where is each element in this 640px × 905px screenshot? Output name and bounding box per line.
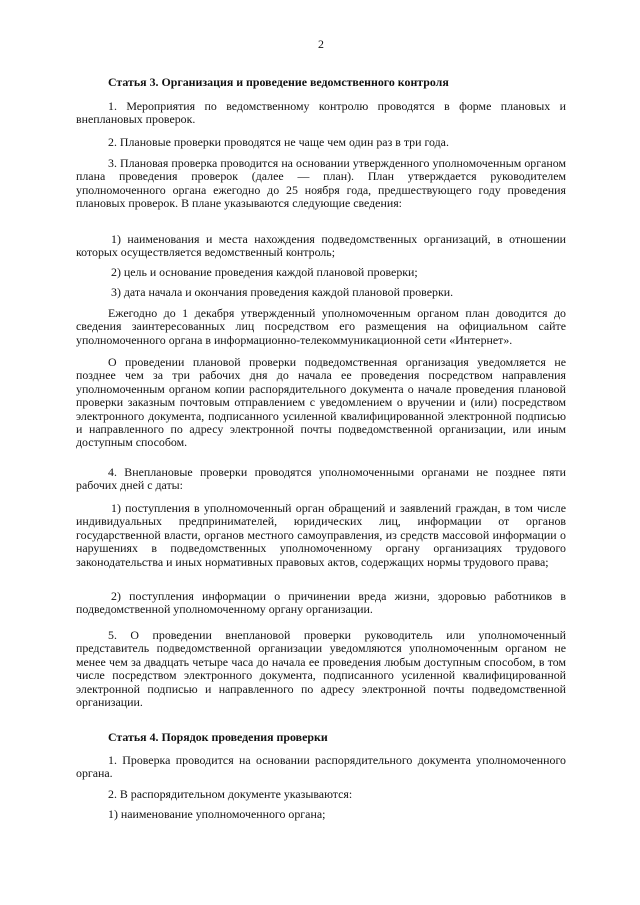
article-3-paragraph-5: 5. О проведении внеплановой проверки руководитель или уполномоченный представитель подведомственной организации уведомляются уполномоченным органом не менее чем за двадцать четыре часа до начала ее проведения любым доступным способом, в том числе посредством электронного документа, подписанного усиленной квалифицированной электронной подписью и направленного по адресу электронной почты подведомственной организации. [76,628,566,710]
article-3-paragraph-4: 4. Внеплановые проверки проводятся уполномоченными органами не позднее пяти рабочих дней с даты: [76,465,566,493]
unscheduled-item-2: 2) поступления информации о причинении вреда жизни, здоровью работников в подведомственной уполномоченному органу организации. [76,589,566,617]
article-4-paragraph-2: 2. В распорядительном документе указываются: [108,787,353,801]
article-4-paragraph-1: 1. Проверка проводится на основании распорядительного документа уполномоченного органа. [76,753,566,781]
article-3-paragraph-2: 2. Плановые проверки проводятся не чаще чем один раз в три года. [108,135,449,149]
plan-item-3: 3) дата начала и окончания проведения каждой плановой проверки. [111,285,454,299]
article-3-paragraph-1: 1. Мероприятия по ведомственному контролю проводятся в форме плановых и внеплановых проверок. [76,99,566,127]
article-3-heading: Статья 3. Организация и проведение ведомственного контроля [108,75,449,89]
plan-item-2: 2) цель и основание проведения каждой плановой проверки; [111,265,418,279]
article-4-heading: Статья 4. Порядок проведения проверки [108,730,328,744]
plan-item-1: 1) наименования и места нахождения подведомственных организаций, в отношении которых осуществляется ведомственный контроль; [76,232,566,260]
planned-inspection-notice-paragraph: О проведении плановой проверки подведомственная организация уведомляется не позднее чем за три рабочих дня до начала ее проведения посредством направления уполномоченным органом копии распорядительного документа о начале проведения плановой проверки заказным почтовым отправлением с уведомлением о вручении и (или) посредством электронного документа, подписанного усиленной квалифицированной электронной подписью и направленного по адресу электронной почты подведомственной организации, или иным доступным способом. [76,355,566,450]
order-item-1: 1) наименование уполномоченного органа; [108,807,326,821]
plan-publication-paragraph: Ежегодно до 1 декабря утвержденный уполномоченным органом план доводится до сведения заинтересованных лиц посредством его размещения на официальном сайте уполномоченного органа в информационно-телекоммуникационной сети «Интернет». [76,306,566,347]
page-number: 2 [318,37,324,51]
article-3-paragraph-3: 3. Плановая проверка проводится на основании утвержденного уполномоченным органом плана проведения проверок (далее — план). План утверждается руководителем уполномоченного органа ежегодно до 25 ноября года, предшествующего году проведения плановых проверок. В плане указываются следующие сведения: [76,156,566,211]
unscheduled-item-1: 1) поступления в уполномоченный орган обращений и заявлений граждан, в том числе индивидуальных предпринимателей, юридических лиц, информации от органов государственной власти, органов местного самоуправления, из средств массовой информации о нарушениях в подведомственных уполномоченному органу организациях трудового законодательства и иных нормативных правовых актов, содержащих нормы трудового права; [76,501,566,569]
